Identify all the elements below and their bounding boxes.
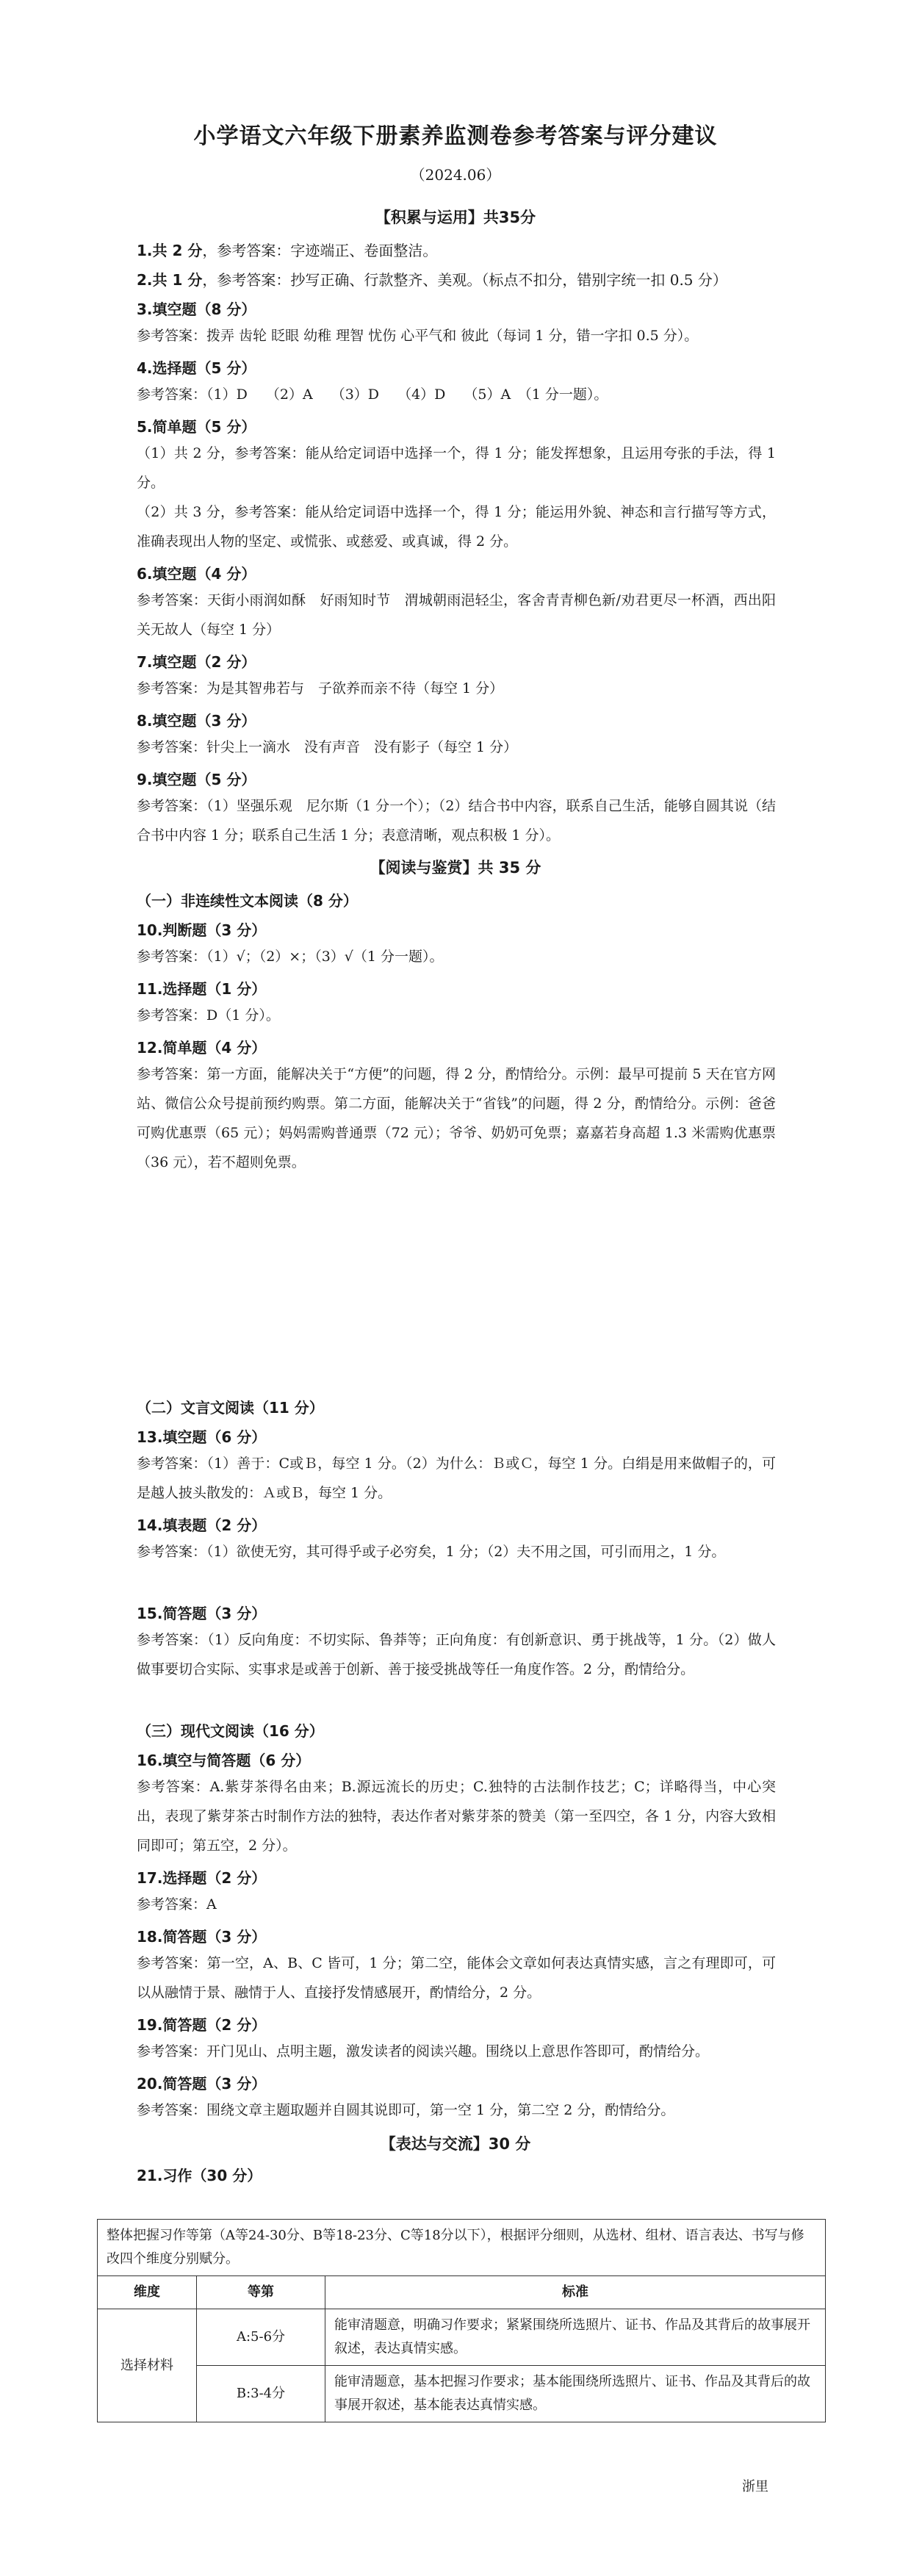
subsection-classical: （二）文言文阅读（11 分）	[137, 1399, 324, 1417]
q5-answer-1: （1）共 2 分，参考答案：能从给定词语中选择一个，得 1 分；能发挥想象，且运用夸张的手法，得 1 分。	[137, 445, 776, 491]
page-date: （2024.06）	[410, 166, 501, 184]
section-heading-reading: 【阅读与鉴赏】共 35 分	[370, 859, 541, 877]
q9-title: 9.填空题（5 分）	[137, 771, 256, 788]
subsection-modern: （三）现代文阅读（16 分）	[137, 1722, 324, 1740]
q17-title: 17.选择题（2 分）	[137, 1869, 267, 1887]
q15-title: 15.简答题（3 分）	[137, 1605, 267, 1622]
q11-answer: 参考答案：D（1 分）。	[137, 1007, 280, 1023]
q19-answer: 参考答案：开门见山、点明主题，激发读者的阅读兴趣。围绕以上意思作答即可，酌情给分。	[137, 2043, 710, 2059]
q12-title: 12.简单题（4 分）	[137, 1039, 267, 1057]
rubric-header-dimension: 维度	[98, 2276, 197, 2309]
q7-title: 7.填空题（2 分）	[137, 653, 256, 671]
rubric-header-standard: 标准	[325, 2276, 826, 2309]
q2-text: ，参考答案：抄写正确、行款整齐、美观。（标点不扣分，错别字统一扣 0.5 分）	[202, 271, 727, 289]
q10-title: 10.判断题（3 分）	[137, 921, 267, 939]
rubric-grade-cell: B:3-4分	[197, 2366, 325, 2422]
q7-answer: 参考答案：为是其智弗若与 子欲养而亲不待（每空 1 分）	[137, 680, 504, 697]
rubric-intro: 整体把握习作等第（A等24-30分、B等18-23分、C等18分以下），根据评分细则，从选材、组材、语言表达、书写与修改四个维度分别赋分。	[98, 2220, 826, 2276]
rubric-standard-cell: 能审清题意，基本把握习作要求；基本能围绕所选照片、证书、作品及其背后的故事展开叙述，基本能表达真情实感。	[325, 2366, 826, 2422]
rubric-row	[98, 2309, 826, 2366]
q6-title: 6.填空题（4 分）	[137, 565, 256, 583]
q5-answer-2: （2）共 3 分，参考答案：能从给定词语中选择一个，得 1 分；能运用外貌、神态和言行描写等方式，准确表现出人物的坚定、或慌张、或慈爱、或真诚，得 2 分。	[137, 504, 776, 550]
rubric-header-grade: 等第	[197, 2276, 325, 2309]
q3-answer: 参考答案：拨弄 齿轮 眨眼 幼稚 理智 忧伤 心平气和 彼此（每词 1 分，错一字扣 0.5 分）。	[137, 328, 699, 344]
rubric-row	[98, 2366, 826, 2422]
q18-answer: 参考答案：第一空，A、B、C 皆可，1 分；第二空，能体会文章如何表达真情实感，言之有理即可，可以从融情于景、融情于人、直接抒发情感展开，酌情给分，2 分。	[137, 1955, 776, 2001]
q9-answer: 参考答案：（1）坚强乐观 尼尔斯（1 分一个）；（2）结合书中内容，联系自己生活，能够自圆其说（结合书中内容 1 分；联系自己生活 1 分；表意清晰，观点积极 1 分）。	[137, 798, 776, 843]
section-heading-accumulation: 【积累与运用】共35分	[375, 209, 536, 226]
q14-title: 14.填表题（2 分）	[137, 1517, 267, 1534]
q2-head: 2.共 1 分	[137, 271, 203, 289]
q1-text: ，参考答案：字迹端正、卷面整洁。	[202, 242, 438, 259]
q3-title: 3.填空题（8 分）	[137, 301, 256, 318]
q2-line	[137, 268, 727, 289]
q20-title: 20.简答题（3 分）	[137, 2075, 267, 2093]
rubric-grade-cell: A:5-6分	[197, 2309, 325, 2366]
q1-line	[137, 239, 437, 260]
page-title: 小学语文六年级下册素养监测卷参考答案与评分建议	[193, 123, 718, 149]
section-heading-expression: 【表达与交流】30 分	[380, 2135, 531, 2153]
rubric-header-row	[98, 2276, 826, 2309]
rubric-table	[97, 2219, 826, 2422]
q21-title: 21.习作（30 分）	[137, 2167, 262, 2184]
q14-answer: 参考答案：（1）欲使无穷，其可得乎或子必穷矣，1 分；（2）夫不用之国，可引而用之，1 分。	[137, 1544, 726, 1560]
q18-title: 18.简答题（3 分）	[137, 1928, 267, 1946]
q19-title: 19.简答题（2 分）	[137, 2016, 267, 2034]
rubric-intro-row	[98, 2220, 826, 2276]
rubric-dimension-cell: 选择材料	[98, 2309, 197, 2422]
q15-answer: 参考答案：（1）反向角度：不切实际、鲁莽等；正向角度：有创新意识、勇于挑战等，1 分。（2）做人做事要切合实际、实事求是或善于创新、善于接受挑战等任一角度作答。2 分，酌情给分。	[137, 1632, 776, 1677]
rubric-standard-cell: 能审清题意，明确习作要求；紧紧围绕所选照片、证书、作品及其背后的故事展开叙述，表达真情实感。	[325, 2309, 826, 2366]
q8-title: 8.填空题（3 分）	[137, 712, 256, 730]
q12-answer: 参考答案：第一方面，能解决关于“方便”的问题，得 2 分，酌情给分。示例：最早可提前 5 天在官方网站、微信公众号提前预约购票。第二方面，能解决关于“省钱”的问题，得 2 分，酌情给分。示例：爸爸可购优惠票（65 元）；妈妈需购普通票（72 元）；爷爷、奶奶可免票；嘉嘉若身高超 1.3 米需购优惠票（36 元），若不超则免票。	[137, 1066, 776, 1170]
q1-head: 1.共 2 分	[137, 242, 203, 259]
q16-answer: 参考答案：A.紫芽茶得名由来；B.源远流长的历史；C.独特的古法制作技艺；C；详略得当，中心突出，表现了紫芽茶古时制作方法的独特，表达作者对紫芽茶的赞美（第一至四空，各 1 分，内容大致相同即可；第五空，2 分）。	[137, 1779, 776, 1854]
q11-title: 11.选择题（1 分）	[137, 980, 267, 998]
q4-answer: 参考答案：（1）D （2）A （3）D （4）D （5）A （1 分一题）。	[137, 386, 608, 403]
q16-title: 16.填空与简答题（6 分）	[137, 1752, 311, 1769]
q5-title: 5.简单题（5 分）	[137, 418, 256, 436]
q6-answer: 参考答案：天街小雨润如酥 好雨知时节 渭城朝雨浥轻尘，客舍青青柳色新/劝君更尽一杯酒，西出阳关无故人（每空 1 分）	[137, 592, 776, 638]
q17-answer: 参考答案：A	[137, 1896, 217, 1913]
page-footer: 浙里	[742, 2479, 768, 2494]
q20-answer: 参考答案：围绕文章主题取题并自圆其说即可，第一空 1 分，第二空 2 分，酌情给分。	[137, 2102, 675, 2118]
subsection-nonfiction: （一）非连续性文本阅读（8 分）	[137, 892, 358, 910]
q8-answer: 参考答案：针尖上一滴水 没有声音 没有影子（每空 1 分）	[137, 739, 518, 755]
q10-answer: 参考答案：（1）√；（2）×；（3）√（1 分一题）。	[137, 949, 444, 965]
q13-answer: 参考答案：（1）善于：C或Ｂ，每空 1 分。（2）为什么：Ｂ或Ｃ，每空 1 分。白绢是用来做帽子的，可是越人披头散发的：Ａ或Ｂ，每空 1 分。	[137, 1456, 776, 1501]
q4-title: 4.选择题（5 分）	[137, 359, 256, 377]
q13-title: 13.填空题（6 分）	[137, 1428, 267, 1446]
